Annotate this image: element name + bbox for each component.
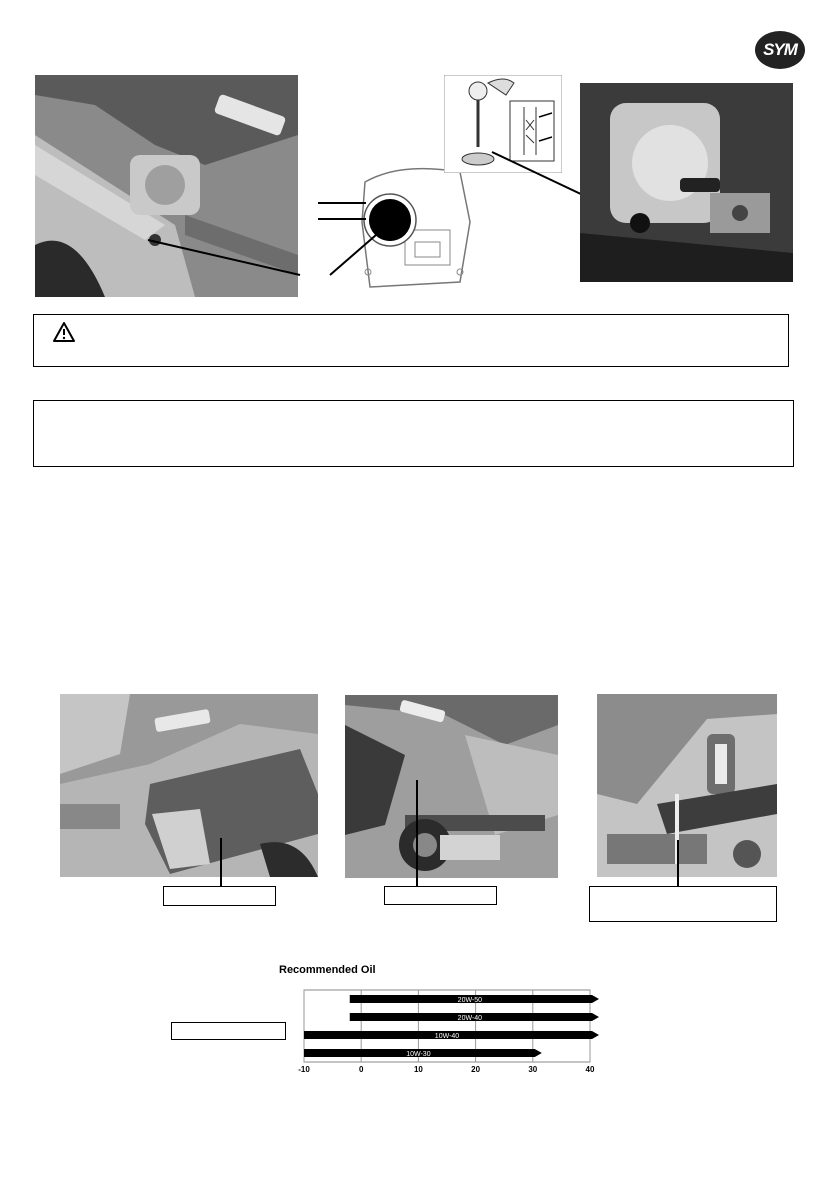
oil-viscosity-chart xyxy=(290,980,610,1075)
x-tick-label: 10 xyxy=(413,1065,423,1074)
leader-line-3 xyxy=(677,840,679,886)
chart-title: Recommended Oil xyxy=(279,964,376,976)
leader-line-drain xyxy=(140,230,310,280)
viscosity-range-label: 10W-40 xyxy=(434,1033,460,1040)
warning-triangle-icon xyxy=(52,321,76,348)
x-tick-label: 30 xyxy=(528,1065,538,1074)
viscosity-range-label: 20W-50 xyxy=(457,997,483,1004)
photo-label-2 xyxy=(384,886,497,905)
x-tick-label: 0 xyxy=(358,1065,364,1074)
viscosity-label xyxy=(171,1022,286,1040)
note-box xyxy=(33,400,794,467)
x-tick-label: -10 xyxy=(298,1065,310,1074)
note-text xyxy=(34,401,793,417)
brand-logo-text: SYM xyxy=(763,40,797,59)
level-marker-lines xyxy=(318,195,378,285)
exhaust-underside-photo xyxy=(60,694,318,877)
photo-label-3 xyxy=(589,886,777,922)
rear-suspension-photo xyxy=(597,694,777,877)
warning-box xyxy=(33,314,789,367)
drain-bolt-photo xyxy=(345,695,558,878)
leader-line-2 xyxy=(416,780,418,886)
viscosity-range-label: 10W-30 xyxy=(406,1051,431,1058)
x-tick-label: 20 xyxy=(471,1065,481,1074)
x-tick-label: 40 xyxy=(585,1065,595,1074)
leader-line-1 xyxy=(220,838,222,886)
brand-logo xyxy=(754,30,806,70)
oil-filler-cap-photo xyxy=(580,83,793,282)
viscosity-range-label: 20W-40 xyxy=(457,1015,483,1022)
photo-label-1 xyxy=(163,886,276,906)
